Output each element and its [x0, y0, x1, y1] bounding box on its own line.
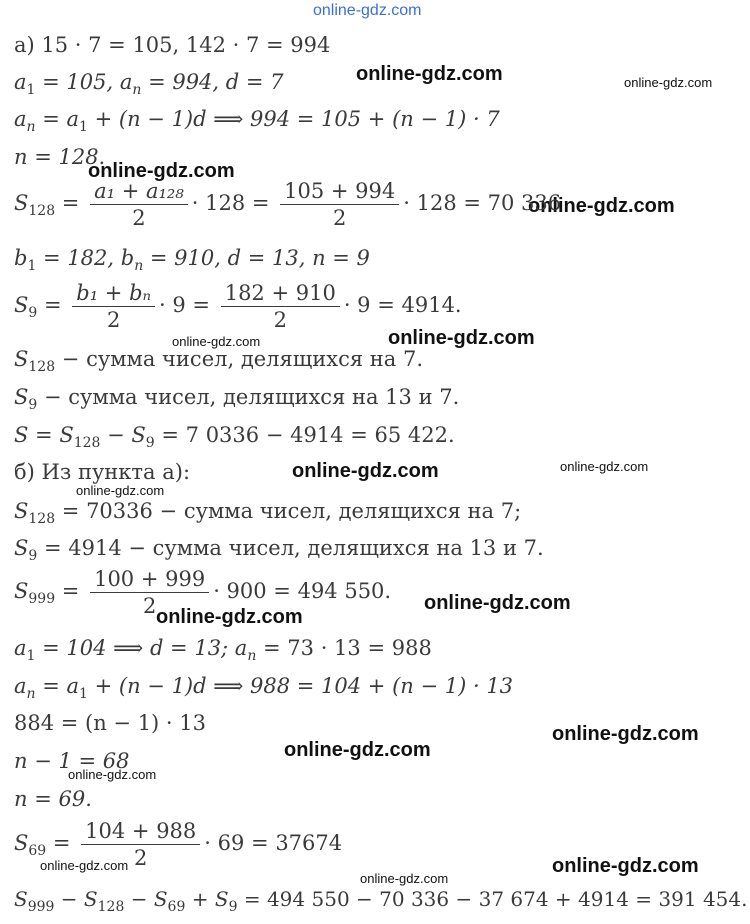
fraction: $\frac{\text{a₁ + a₁₂₈}}{2}$	[90, 178, 188, 231]
solution-line: n = 128.	[14, 145, 106, 169]
watermark: online-gdz.com	[552, 723, 699, 745]
solution-line: $a_n = a_1 + (n - 1)d$ ⟹ 988 = 104 + (n − 1) · 13	[14, 674, 514, 702]
watermark: online-gdz.com	[156, 606, 303, 628]
watermark: online-gdz.com	[388, 327, 535, 349]
solution-line: n = 69.	[14, 787, 92, 811]
watermark: online-gdz.com	[356, 63, 503, 85]
watermark: online-gdz.com	[40, 858, 129, 873]
solution-line: б) Из пункта а):	[14, 460, 191, 484]
solution-line: $b_1 = 182$, $b_n = 910$, d = 13, n = 9	[14, 246, 370, 274]
watermark: online-gdz.com	[88, 160, 235, 182]
formula-s999: $S_{999}$ = $\frac{100 + 999}{2}$ · 900 = 494 550.	[14, 567, 392, 618]
solution-line: $a_1 = 104$ ⟹ d = 13; $a_n = 73 \cdot 13 = 988$	[14, 636, 432, 664]
watermark: online-gdz.com	[172, 334, 261, 349]
fraction: $\frac{\text{b₁ + bₙ}}{2}$	[72, 280, 155, 333]
watermark: online-gdz.com	[76, 483, 165, 498]
watermark: online-gdz.com	[560, 459, 649, 474]
fraction: $\frac{105 + 994}{2}$	[280, 178, 399, 231]
final-answer: $S_{999} - S_{128} - S_{69} + S_9 = 494$ 550 − 70 336 − 37 674 + 4914 = 391 454.	[14, 887, 748, 915]
solution-line: n − 1 = 68	[14, 749, 130, 773]
fraction: $\frac{100 + 999}{2}$	[90, 566, 209, 619]
solution-line: а) 15 · 7 = 105, 142 · 7 = 994	[14, 33, 331, 57]
solution-line: $S = S_{128} - S_9 = 7$ 0336 − 4914 = 65 422.	[14, 423, 455, 451]
fraction: $\frac{182 + 910}{2}$	[221, 280, 340, 333]
watermark: online-gdz.com	[624, 75, 713, 90]
watermark: online-gdz.com	[68, 767, 157, 782]
watermark: online-gdz.com	[284, 739, 431, 761]
solution-line: 884 = (n − 1) · 13	[14, 711, 206, 735]
solution-line: $S_9$ − сумма чисел, делящихся на 13 и 7.	[14, 385, 460, 413]
fraction: $\frac{104 + 988}{2}$	[81, 818, 200, 871]
formula-s9: $S_9$ = $\frac{\text{b₁ + bₙ}}{2}$ · 9 = $\frac{182 + 910}{2}$ · 9 = 4914.	[14, 281, 462, 332]
formula-s69: $S_{69}$ = $\frac{104 + 988}{2}$ · 69 = 37674	[14, 819, 343, 870]
solution-line: $S_9 = 4914$ − сумма чисел, делящихся на 13 и 7.	[14, 536, 544, 564]
watermark: online-gdz.com	[424, 592, 571, 614]
solution-line: $a_1 = 105$, $a_n = 994$, d = 7	[14, 70, 284, 98]
watermark-top[interactable]: online-gdz.com	[313, 2, 422, 19]
formula-s128: $S_{128}$ = $\frac{\text{a₁ + a₁₂₈}}{2}$ · 128 = $\frac{105 + 994}{2}$ · 128 = 70 336	[14, 179, 562, 230]
watermark: online-gdz.com	[360, 871, 449, 886]
watermark: online-gdz.com	[552, 855, 699, 877]
watermark: online-gdz.com	[528, 195, 675, 217]
solution-line: $S_{128}$ − сумма чисел, делящихся на 7.	[14, 347, 424, 375]
solution-line: $S_{128} = 70336$ − сумма чисел, делящихся на 7;	[14, 499, 522, 527]
watermark: online-gdz.com	[292, 460, 439, 482]
solution-line: $a_n = a_1 + (n - 1)d$ ⟹ 994 = 105 + (n − 1) · 7	[14, 107, 500, 135]
